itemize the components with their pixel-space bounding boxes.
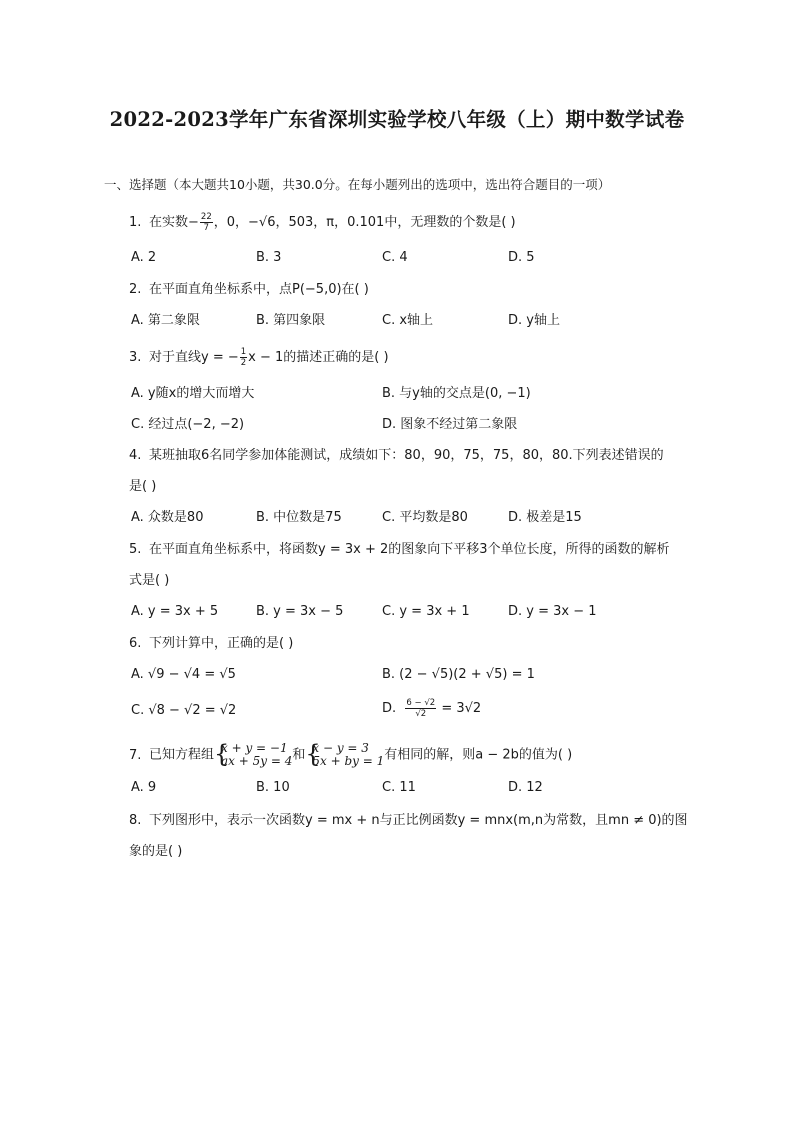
question-text: ，0，−√6，503，π，0.101中，无理数的个数是( ) [213,215,516,230]
question-number: 8. [129,813,142,828]
question-number: 2. [129,282,142,297]
question-number: 4. [129,448,142,463]
option-d[interactable]: D. y轴上 [508,313,560,328]
question-3 [129,347,389,368]
question-text: 已知方程组 [149,747,215,763]
question-text: 在平面直角坐标系中，点P(−5,0)在( ) [149,282,369,297]
question-number: 7. [129,747,142,763]
option-a[interactable]: A. y = 3x + 5 [131,604,219,619]
equation-system-2: { x − y = 3 5x + by = 1 [305,740,385,768]
fraction: $\frac{6 - √2}{√2}$ [406,698,436,719]
option-d[interactable]: D. 5 [508,250,535,265]
option-b[interactable]: B. 10 [256,780,290,795]
option-a[interactable]: A. 第二象限 [131,313,200,328]
option-c[interactable]: C. √8 − √2 = √2 [131,703,237,718]
question-text-continued: 式是( ) [129,573,170,588]
section-heading: 一、选择题（本大题共10小题，共30.0分。在每小题列出的选项中，选出符合题目的一项） [104,177,611,192]
question-number: 5. [129,542,142,557]
question-text: x − 1的描述正确的是( ) [248,350,389,365]
question-number: 3. [129,350,142,365]
question-1: 1. 在实数− $\frac{22}{7}$ ，0，−√6，503，π，0.101中，无理数的个数是( ) [129,212,516,233]
question-text: 某班抽取6名同学参加体能测试，成绩如下：80，90，75，75，80，80.下列表述错误的 [149,448,664,463]
option-b[interactable]: B. 中位数是75 [256,510,342,525]
option-b[interactable]: B. 第四象限 [256,313,326,328]
question-text-continued: 象的是( ) [129,844,183,859]
equation-system-1: { x + y = −1 ax + 5y = 4 [214,740,293,768]
question-text-continued: 是( ) [129,479,157,494]
option-c[interactable]: C. 11 [382,780,416,795]
option-d[interactable]: D. 图象不经过第二象限 [382,417,518,432]
question-text: 下列图形中，表示一次函数y = mx + n与正比例函数y = mnx(m,n为常数，且mn ≠ 0)的图 [149,813,688,828]
question-text: 和 [292,747,306,763]
option-d[interactable]: D. 12 [508,780,543,795]
option-a[interactable]: A. y随x的增大而增大 [131,386,255,401]
option-b[interactable]: B. (2 − √5)(2 + √5) = 1 [382,667,535,682]
question-text: 在实数 [149,215,189,230]
option-d[interactable]: D. $\frac{6 - √2}{√2}$ = 3√2 [382,698,482,719]
option-c[interactable]: C. x轴上 [382,313,434,328]
question-number: 1. [129,215,142,230]
option-a[interactable]: A. 9 [131,780,157,795]
question-text: 下列计算中，正确的是( ) [149,636,294,651]
question-number: 6. [129,636,142,651]
option-c[interactable]: C. 平均数是80 [382,510,468,525]
option-c[interactable]: C. y = 3x + 1 [382,604,470,619]
option-c[interactable]: C. 经过点(−2, −2) [131,417,245,432]
question-text: 在平面直角坐标系中，将函数y = 3x + 2的图象向下平移3个单位长度，所得的函数的解析 [149,542,670,557]
option-b[interactable]: B. y = 3x − 5 [256,604,344,619]
option-a[interactable]: A. 2 [131,250,157,265]
fraction: $\frac{1}{2}$ [240,347,247,368]
option-a[interactable]: A. 众数是80 [131,510,204,525]
question-4 [129,447,664,465]
question-8 [129,812,688,830]
question-text: 有相同的解，则a − 2b的值为( ) [384,747,573,763]
option-d[interactable]: D. 极差是15 [508,510,582,525]
question-text: 对于直线y = − [149,350,239,365]
option-a[interactable]: A. √9 − √4 = √5 [131,667,236,682]
question-7 [129,742,572,768]
option-d[interactable]: D. y = 3x − 1 [508,604,597,619]
question-5 [129,541,670,559]
option-b[interactable]: B. 3 [256,250,282,265]
question-6 [129,635,293,653]
question-2 [129,281,369,299]
page-title: 2022-2023学年广东省深圳实验学校八年级（上）期中数学试卷 [109,108,685,131]
option-c[interactable]: C. 4 [382,250,408,265]
fraction: $\frac{22}{7}$ [200,212,212,233]
option-b[interactable]: B. 与y轴的交点是(0, −1) [382,386,531,401]
